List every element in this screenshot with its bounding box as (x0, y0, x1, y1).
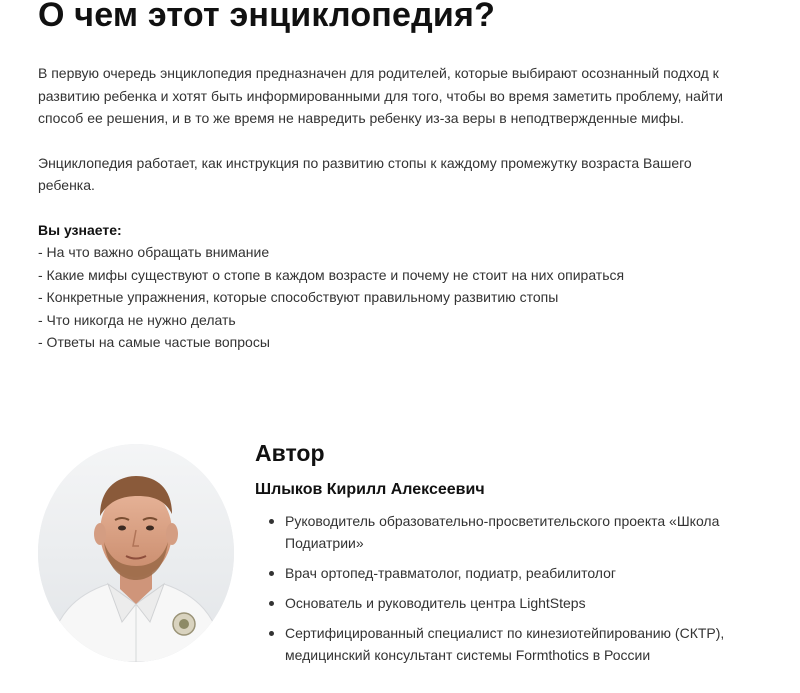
author-heading: Автор (255, 440, 325, 466)
bullet-icon (269, 519, 274, 524)
learn-list (38, 241, 728, 354)
learn-item: - На что важно обращать внимание (38, 244, 270, 260)
author-credential-item (269, 562, 749, 584)
bullet-icon (269, 631, 274, 636)
author-photo (38, 444, 234, 662)
author-credentials-list (269, 510, 749, 674)
learn-item: - Ответы на самые частые вопросы (38, 334, 270, 350)
learn-item: - Что никогда не нужно делать (38, 311, 236, 328)
author-credential-item (269, 592, 749, 614)
author-credential-text: Руководитель образовательно-просветительского проекта «Школа Подиатрии» (285, 513, 720, 551)
learn-heading: Вы узнаете: (38, 221, 122, 238)
author-credential-item (269, 510, 749, 554)
intro-paragraph: В первую очередь энциклопедия предназначен для родителей, которые выбирают осознанный подход к развитию ребенка и хотят быть информированными для того, чтобы во время заметить проблему, найти способ ее решения, и в то же время не навредить ребенку из-за веры в неподтвержденные мифы. (38, 65, 723, 126)
intro-section (38, 62, 728, 354)
bullet-icon (269, 571, 274, 576)
author-name: Шлыков Кирилл Алексеевич (255, 481, 485, 498)
author-credential-item (269, 622, 749, 666)
learn-item: - Какие мифы существуют о стопе в каждом возрасте и почему не стоит на них опираться (38, 266, 625, 283)
author-section (38, 440, 778, 680)
author-credential-text: Сертифицированный специалист по кинезиотейпированию (СКТР), медицинский консультант системы Formthotics в России (285, 625, 725, 663)
author-credential-text: Основатель и руководитель центра LightSteps (285, 595, 586, 611)
intro-paragraph: Энциклопедия работает, как инструкция по развитию стопы к каждому промежутку возраста Вашего ребенка. (38, 154, 692, 193)
bullet-icon (269, 601, 274, 606)
learn-block (38, 219, 728, 354)
page-title: О чем этот энциклопедия? (38, 0, 496, 34)
learn-item: - Конкретные упражнения, которые способствуют правильному развитию стопы (38, 289, 559, 305)
author-credential-text: Врач ортопед-травматолог, подиатр, реабилитолог (285, 565, 617, 581)
portrait-photo-icon (38, 444, 234, 662)
